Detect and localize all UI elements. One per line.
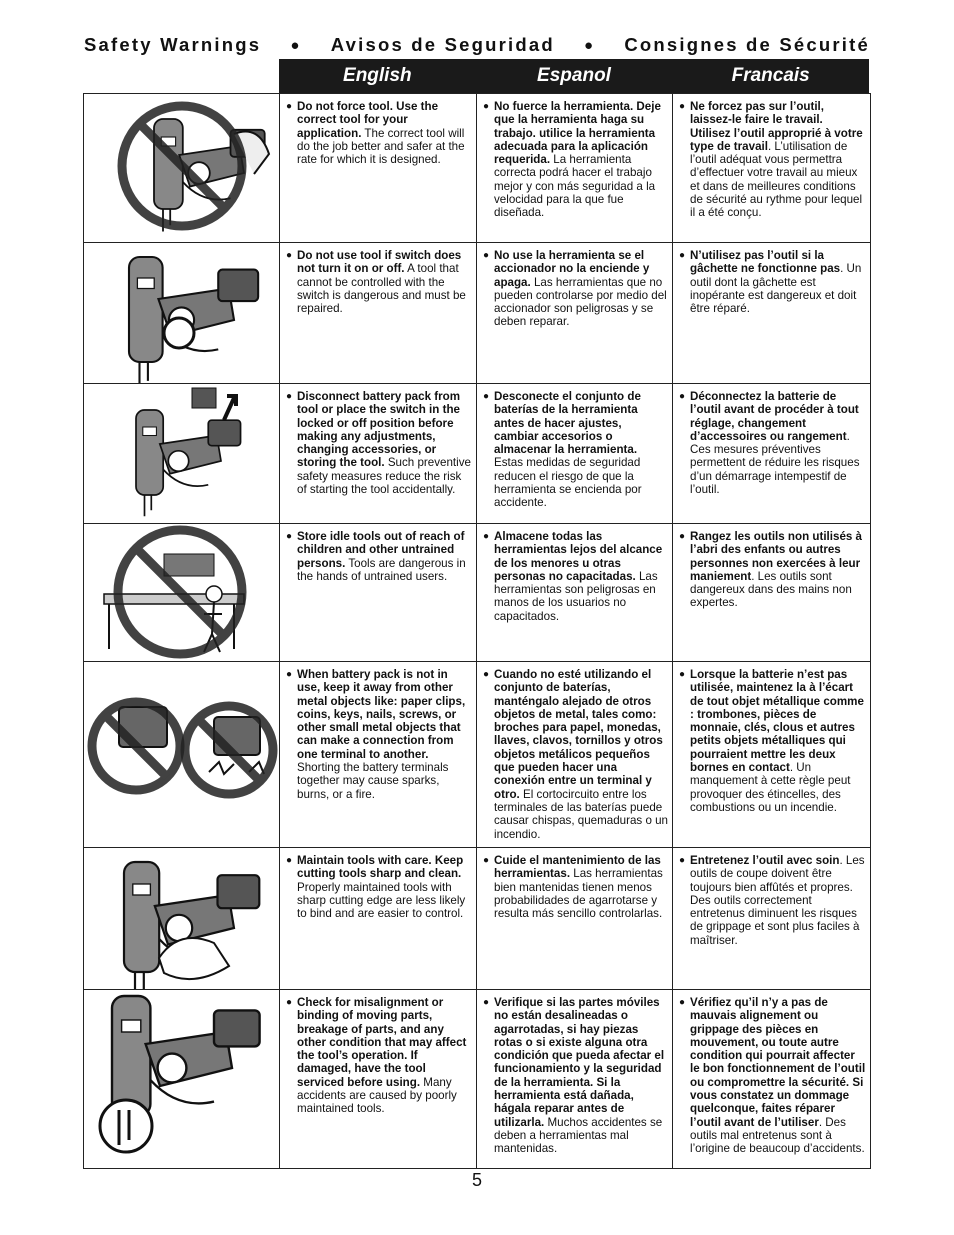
warning-text [297, 390, 472, 496]
title-separator: ● [290, 36, 302, 54]
warning-cell-french [673, 848, 871, 990]
warning-normal-text: Muchos accidentes se deben a herramientas mal mantenidas. [494, 1115, 663, 1156]
warning-cell-french [673, 662, 871, 848]
warning-bold-text: Cuando no esté utilizando el conjunto de baterías, manténgalo alejado de otros objetos de metal, tales como: broches para papel, monedas, llaves, clavos, tornillos y otros objetos metálicos pequeños que pueden hacer una conexión entre un terminal y otro. [494, 668, 663, 801]
warning-normal-text: Tools are dangerous in the hands of untrained users. [297, 556, 466, 583]
table-row [84, 662, 871, 848]
table-row [84, 243, 871, 384]
warning-cell-english [280, 848, 477, 990]
warning-text [690, 390, 866, 496]
bullet-icon: ● [286, 531, 293, 542]
bullet-icon: ● [679, 101, 686, 112]
disconnect-battery-icon [84, 384, 280, 524]
bullet-icon: ● [483, 250, 490, 261]
warning-normal-text: . Un outil dont la gâchette est inopérante est dangereux et doit être réparé. [690, 262, 862, 316]
warning-bold-text: Entretenez l’outil avec soin [690, 854, 840, 867]
warning-normal-text: . Un manquement à cette règle peut provoquer des étincelles, des combustions ou un incendie. [690, 761, 851, 814]
warning-bold-text: Check for misalignment or binding of moving parts, breakage of parts, and any other condition that may affect the tool’s operation. If damaged, have the tool serviced before using. [297, 996, 467, 1089]
warning-text [297, 668, 472, 801]
table-row [84, 990, 871, 1169]
warning-text [690, 100, 866, 220]
table-row [84, 384, 871, 524]
warning-normal-text: Las herramientas que no pueden controlarse por medio del accionador son peligrosas y se deben reparar. [494, 275, 667, 329]
warning-text [297, 530, 472, 583]
warning-bold-text: Desconecte el conjunto de baterías de la herramienta antes de hacer ajustes, cambiar accesorios o almacenar la herramienta. [494, 390, 641, 457]
bullet-icon: ● [679, 391, 686, 402]
warning-bold-text: No fuerce la herramienta. Deje que la herramienta haga su trabajo. utilice la herramienta adecuada para la aplicación requerida. [494, 100, 661, 167]
maintain-tool-icon [84, 848, 280, 990]
bullet-icon: ● [483, 531, 490, 542]
warning-cell-english [280, 524, 477, 662]
warning-cell-english [280, 990, 477, 1169]
title-english: Safety Warnings [84, 34, 262, 55]
warning-cell-spanish [477, 524, 673, 662]
warnings-table [83, 93, 871, 1169]
warning-bold-text: Disconnect battery pack from tool or place the switch in the locked or off position before making any adjustments, changing accessories, or storing the tool. [297, 390, 461, 470]
page-title [84, 33, 870, 57]
bullet-icon: ● [286, 101, 293, 112]
warning-bold-text: Maintain tools with care. Keep cutting tools sharp and clean. [297, 854, 464, 881]
warning-normal-text: Properly maintained tools with sharp cutting edge are less likely to bind and are easier to control. [297, 880, 466, 921]
warning-normal-text: El cortocircuito entre los terminales de las baterías puede causar chispas, quemaduras o un incendio. [494, 787, 669, 841]
table-row [84, 94, 871, 243]
warning-cell-english [280, 94, 477, 243]
warning-bold-text: Do not force tool. Use the correct tool for your application. [297, 100, 439, 140]
warning-text [494, 996, 668, 1156]
warning-bold-text: Déconnectez la batterie de l’outil avant de procéder à tout réglage, changement d’accessoires ou rangement [690, 390, 859, 443]
warning-cell-spanish [477, 848, 673, 990]
bullet-icon: ● [286, 391, 293, 402]
bullet-icon: ● [483, 669, 490, 680]
column-header-english: English [343, 65, 412, 86]
warning-cell-french [673, 990, 871, 1169]
warning-normal-text: The correct tool will do the job better and safer at the rate for which it is designed. [297, 126, 465, 167]
table-row [84, 524, 871, 662]
warning-text [297, 854, 472, 920]
warning-text [690, 530, 866, 610]
warning-bold-text: Cuide el mantenimiento de las herramientas. [494, 854, 661, 881]
warning-cell-french [673, 524, 871, 662]
warning-bold-text: Ne forcez pas sur l’outil, laissez-le faire le travail. Utilisez l’outil approprié à votre type de travail [690, 100, 863, 153]
bullet-icon: ● [483, 855, 490, 866]
warning-bold-text: Rangez les outils non utilisés à l’abri des enfants ou autres personnes non exercées à leur maniement [690, 530, 863, 583]
bullet-icon: ● [679, 531, 686, 542]
warning-cell-spanish [477, 662, 673, 848]
warning-normal-text: Shorting the battery terminals together may cause sparks, burns, or a fire. [297, 761, 449, 801]
warning-normal-text: . Les outils de coupe doivent être toujours bien affûtés et propres. Des outils correctement entretenus diminuent les risques de grippage et sont plus faciles à maîtriser. [690, 854, 865, 947]
faulty-switch-tool-icon [84, 243, 280, 384]
warning-normal-text: . Des outils mal entretenus sont à l’origine de beaucoup d’accidents. [690, 1115, 865, 1156]
bullet-icon: ● [679, 855, 686, 866]
warning-bold-text: Vérifiez qu’il n’y a pas de mauvais alignement ou grippage des pièces en mouvement, ou toute autre condition qui pourrait affecter le bon fonctionnement de l’outil ou compromettre la sécurité. Si vous constatez un dommage quelconque, faites réparer l’outil avant de l’utiliser [690, 996, 866, 1129]
warning-cell-french [673, 94, 871, 243]
bullet-icon: ● [679, 250, 686, 261]
warning-text [297, 100, 472, 166]
warning-bold-text: Almacene todas las herramientas lejos del alcance de los menores u otras personas no capacitadas. [494, 530, 663, 583]
warning-normal-text: . Ces mesures préventives permettent de réduire les risques d’un démarrage intempestif de l’outil. [690, 429, 860, 497]
column-header-bar [279, 59, 869, 93]
warning-normal-text: Las herramientas son peligrosas en manos de los usuarios no capacitados. [494, 569, 658, 623]
warning-normal-text: Such preventive safety measures reduce the risk of starting the tool accidentally. [297, 456, 471, 497]
warning-cell-spanish [477, 384, 673, 524]
warning-normal-text: Estas medidas de seguridad reducen el riesgo de que la herramienta se encienda por accidente. [494, 456, 642, 510]
keep-from-children-icon [84, 524, 280, 662]
column-header-french: Francais [731, 65, 810, 86]
battery-short-circuit-icon [84, 662, 280, 848]
warning-cell-french [673, 243, 871, 384]
warning-normal-text: Many accidents are caused by poorly maintained tools. [297, 1075, 457, 1116]
do-not-force-tool-icon [84, 94, 280, 243]
warning-text [494, 854, 668, 920]
warning-cell-english [280, 243, 477, 384]
warning-bold-text: No use la herramienta se el accionador no la enciende y apaga. [494, 249, 650, 289]
bullet-icon: ● [483, 101, 490, 112]
warning-bold-text: When battery pack is not in use, keep it away from other metal objects like: paper clips, coins, keys, nails, screws, or other small metal objects that can make a connection from one terminal to another. [297, 668, 466, 761]
warning-text [690, 996, 866, 1156]
table-row [84, 848, 871, 990]
warning-text [494, 668, 668, 841]
bullet-icon: ● [286, 250, 293, 261]
warning-text [494, 249, 668, 329]
warning-text [690, 668, 866, 814]
warning-cell-english [280, 384, 477, 524]
warning-text [494, 390, 668, 510]
column-header-spanish: Espanol [537, 65, 611, 86]
warning-bold-text: Do not use tool if switch does not turn it on or off. [297, 249, 462, 276]
bullet-icon: ● [483, 391, 490, 402]
warning-bold-text: Lorsque la batterie n’est pas utilisée, maintenez la à l’écart de tout objet métallique comme : trombones, pièces de monnaie, clés, clous et autres petits objets métalliques qui pourraient mettre les deux bornes en contact [690, 668, 864, 775]
bullet-icon: ● [286, 855, 293, 866]
bullet-icon: ● [679, 669, 686, 680]
warning-normal-text: A tool that cannot be controlled with the switch is dangerous and must be repaired. [297, 262, 466, 316]
warning-bold-text: Verifique si las partes móviles no están desalineadas o agarrotadas, si hay piezas rotas o si existe alguna otra condición que pueda afectar el funcionamiento y la seguridad de la herramienta. Si la herramienta está dañada, hágala reparar antes de utilizarla. [494, 996, 665, 1129]
warning-bold-text: N’utilisez pas l’outil si la gâchette ne fonctionne pas [690, 249, 841, 276]
warning-cell-spanish [477, 990, 673, 1169]
bullet-icon: ● [286, 997, 293, 1008]
warning-text [297, 249, 472, 315]
title-separator: ● [583, 36, 596, 54]
title-spanish: Avisos de Seguridad [330, 34, 555, 55]
bullet-icon: ● [483, 997, 490, 1008]
warning-normal-text: La herramienta correcta podrá hacer el trabajo mejor y con más seguridad a la velocidad para la que fue diseñada. [494, 153, 656, 220]
warning-text [690, 249, 866, 315]
bullet-icon: ● [286, 669, 293, 680]
page-number: 5 [471, 1170, 482, 1190]
warning-text [494, 530, 668, 623]
title-french: Consignes de Sécurité [624, 34, 870, 55]
warning-bold-text: Store idle tools out of reach of children and other untrained persons. [297, 530, 465, 570]
warning-text [297, 996, 472, 1116]
warning-cell-french [673, 384, 871, 524]
warning-normal-text: Las herramientas bien mantenidas tienen menos probabilidades de agarrotarse y resulta más sencillo controlarlas. [494, 867, 663, 921]
warning-normal-text: . L’utilisation de l’outil adéquat vous permettra d’effectuer votre travail au mieux et dans de meilleures conditions de sécurité au rythme pour lequel il a été conçu. [690, 139, 863, 220]
warning-cell-spanish [477, 243, 673, 384]
warning-cell-english [280, 662, 477, 848]
warning-text [690, 854, 866, 947]
warning-cell-spanish [477, 94, 673, 243]
warning-text [494, 100, 668, 220]
check-misalignment-icon [84, 990, 280, 1169]
warning-normal-text: . Les outils sont dangereux dans des mains non expertes. [690, 569, 852, 610]
bullet-icon: ● [679, 997, 686, 1008]
